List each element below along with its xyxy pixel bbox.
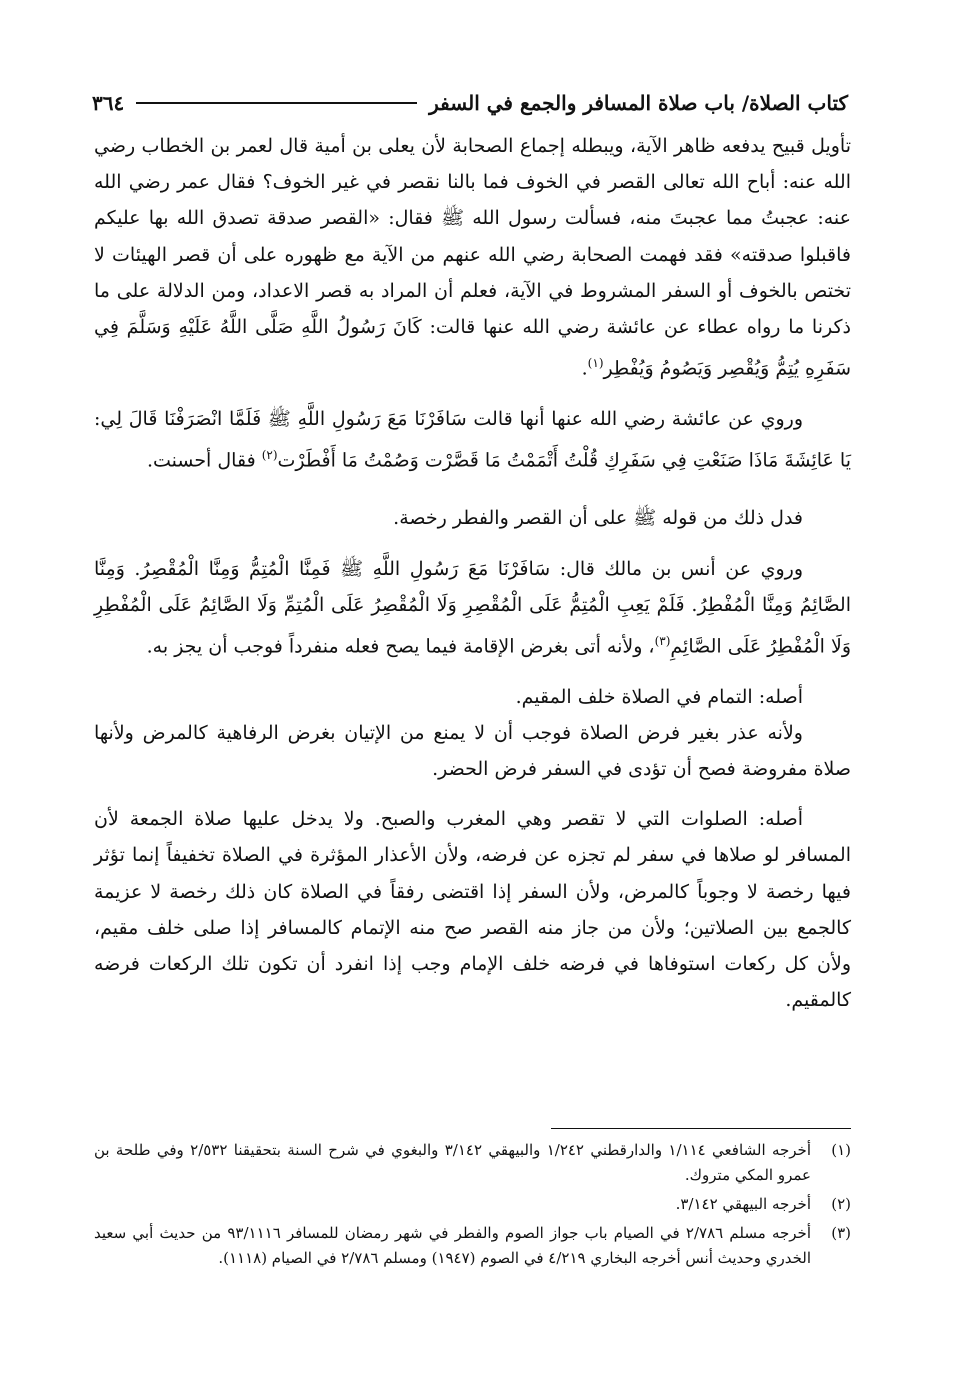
header-title: كتاب الصلاة/ باب صلاة المسافر والجمع في السفر <box>429 91 848 115</box>
footnote-3: (٣) أخرجه مسلم ٢/٧٨٦ في الصيام باب جواز الصوم والفطر في شهر رمضان للمسافر ٩٣/١١١٦ من حديث أبي سعيد الخدري وحديث أنس أخرجه البخاري ٤/٢١٩ في الصوم (١٩٤٧) ومسلم ٢/٧٨٦ في الصيام (١١١٨). <box>94 1224 851 1267</box>
footnotes <box>94 1138 851 1275</box>
page-number: ٣٦٤ <box>92 91 125 115</box>
footnote-mark-3: (٣) <box>654 634 671 649</box>
paragraph-3: فدل ذلك من قوله ﷺ على أن القصر والفطر رخصة. <box>393 507 803 530</box>
footnote-2: (٢) أخرجه البيهقي ٣/١٤٢. <box>675 1195 851 1213</box>
paragraph-1: تأويل قبيح يدفعه ظاهر الآية، ويبطله إجماع الصحابة لأن يعلى بن أمية قال لعمر بن الخطاب رضي الله عنه: أباح الله تعالى القصر في الخوف فما بالنا نقصر في غير الخوف؟ فقال عمر رضي الله عنه: عجبتُ مما عجبتَ منه، فسألت رسول الله ﷺ فقال: «القصر صدقة تصدق الله بها عليكم فاقبلوا صدقته» فقد فهمت الصحابة رضي الله عنهم من الآية مع ظهوره على أن قصر الهيئات لا تختص بالخوف أو السفر المشروط في الآية، فعلم أن المراد به قصر الاعداد، ومن الدلالة على ما ذكرنا ما رواه عطاء عن عائشة رضي الله عنها قالت: كَانَ رَسُولُ اللَّهِ صَلَّى اللَّهُ عَلَيْهِ وَسَلَّمَ فِي سَفَرِهِ يُتِمُّ وَيُقْصِر وَيَصُومُ وَيُفْطِر$^{(١)}$. <box>94 135 851 380</box>
paragraph-2: وروي عن عائشة رضي الله عنها أنها قالت سَافَرْنَا مَعَ رَسُولِ اللَّهِ ﷺ فَلَمَّا انْصَرَفْنَا قَالَ لِي: يَا عَائِشَةَ مَاذَا صَنَعْتِ فِي سَفَرِكِ قُلْتُ أَتْمَمْتُ مَا قَصَّرْت وَصُمْتُ مَا أَفْطَرْت$^{(٢)}$ فقال أحسنت. <box>94 407 851 472</box>
paragraph-4: وروي عن أنس بن مالك قال: سَافَرْنَا مَعَ رَسُولِ اللَّهِ ﷺ فَمِنَّا الْمُتِمُّ وَمِنَّا الْمُقْصِرُ. وَمِنَّا الصَّائِمُ وَمِنَّا الْمُفْطِرُ. فَلَمْ يَعِبِ الْمُتِمُّ عَلَى الْمُقْصِرِ وَلَا الْمُقْصِرُ عَلَى الْمُتِمِّ وَلَا الصَّائِمُ عَلَى الْمُفْطِرِ وَلَا الْمُفْطِرُ عَلَى الصَّائِمِ$^{(٣)}$، ولأنه أتى بغرض الإقامة فيما يصح فعله منفرداً فوجب أن يجز به. <box>94 557 851 658</box>
header-rule <box>136 102 417 104</box>
main-text <box>94 128 851 1018</box>
footnote-divider <box>551 1128 851 1129</box>
paragraph-6: ولأنه عذر بغير فرض الصلاة فوجب أن لا يمنع من الإتيان بغرض الرفاهية كالمرض ولأنها صلاة مفروضة فصح أن تؤدى في السفر فرض الحضر. <box>94 721 851 781</box>
footnote-1: (١) أخرجه الشافعي ١/١١٤ والدارقطني ١/٢٤٢ والبيهقي ٣/١٤٢ والبغوي في شرح السنة بتحقيقنا ٢/٥٣٢ وفي طلحة بن عمرو المكي متروك. <box>94 1141 851 1184</box>
paragraph-5: أصله: التمام في الصلاة خلف المقيم. <box>515 685 803 708</box>
footnote-mark-1: (١) <box>587 356 604 371</box>
footnote-mark-2: (٢) <box>261 447 278 462</box>
paragraph-7: أصله: الصلوات التي لا تقصر وهي المغرب والصبح. ولا يدخل عليها صلاة الجمعة لأن المسافر لو صلاها في سفر لم تجزه عن فرضه، ولأن الأعذار المؤثرة في الصلاة تخفيفاً إنما تؤثر فيها رخصة لا وجوباً كالمرض، ولأن السفر إذا اقتضى رفقاً في الصلاة كان ذلك رخصة لا عزيمة كالجمع بين الصلاتين؛ ولأن من جاز منه القصر صح منه الإتمام كالمسافر إذا صلى خلف مقيم، ولأن كل ركعات استوفاها في فرضه خلف الإمام وجب إذا انفرد أن تكون تلك الركعات فرضه كالمقيم. <box>94 808 851 1012</box>
running-header <box>92 86 848 120</box>
